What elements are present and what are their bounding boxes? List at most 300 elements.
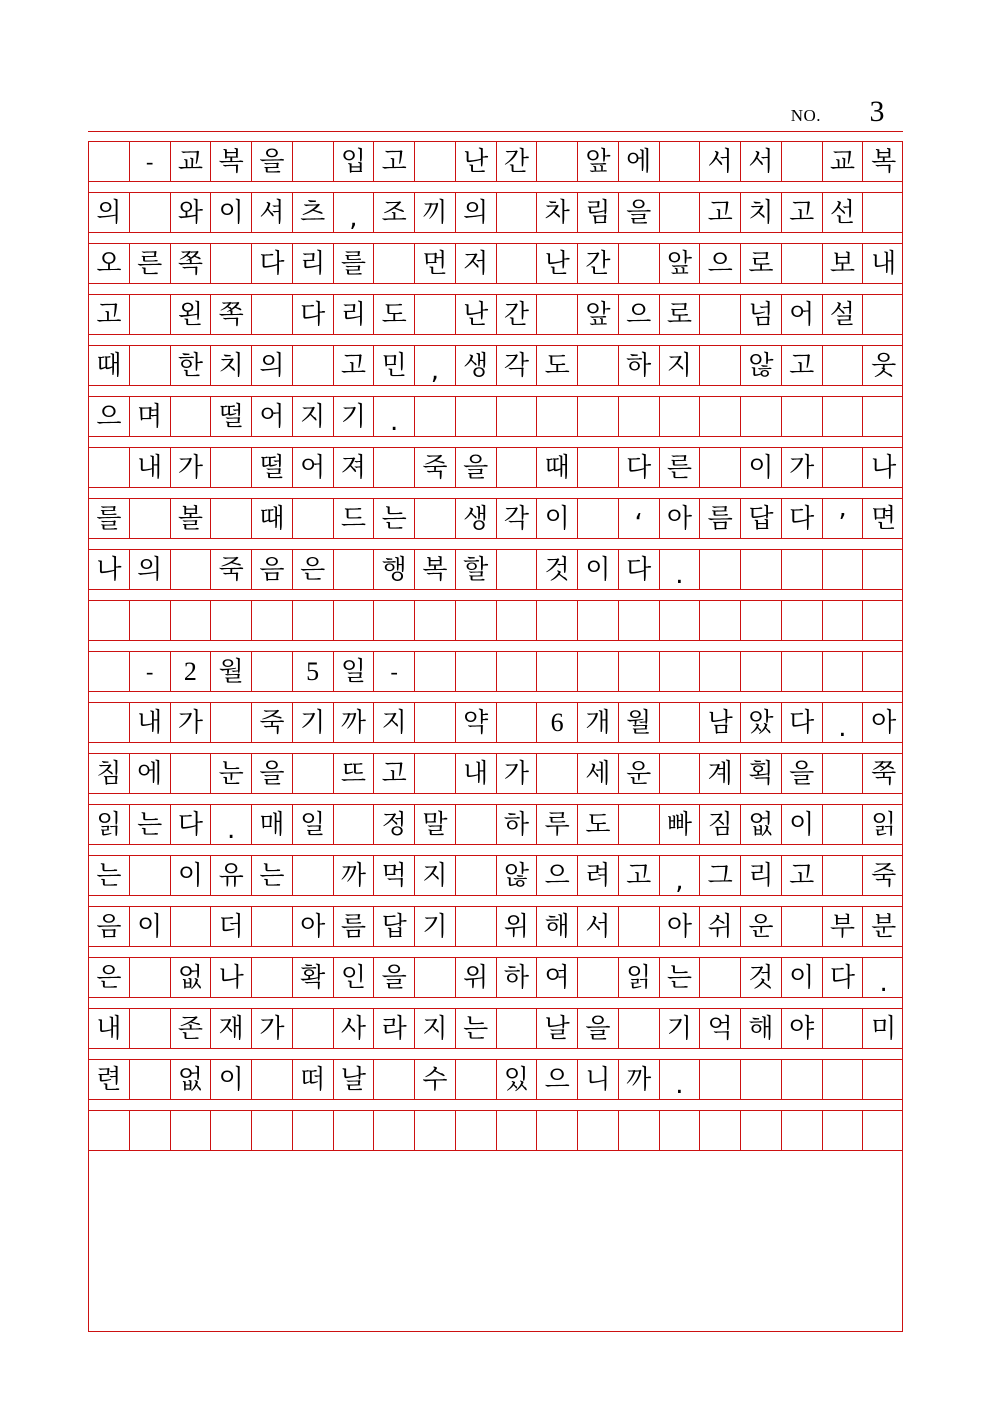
manuscript-cell[interactable]: 으: [537, 856, 578, 895]
manuscript-cell[interactable]: 억: [700, 1009, 741, 1048]
manuscript-cell[interactable]: 아: [660, 907, 701, 946]
manuscript-cell[interactable]: 으: [89, 397, 130, 436]
manuscript-cell[interactable]: 지: [660, 346, 701, 385]
manuscript-cell[interactable]: 며: [130, 397, 171, 436]
manuscript-cell[interactable]: 가: [171, 703, 212, 742]
manuscript-cell[interactable]: [497, 703, 538, 742]
manuscript-cell[interactable]: 는: [252, 856, 293, 895]
manuscript-cell[interactable]: 가: [497, 754, 538, 793]
manuscript-cell[interactable]: [700, 346, 741, 385]
manuscript-cell[interactable]: 음: [252, 550, 293, 589]
manuscript-cell[interactable]: [619, 652, 660, 691]
manuscript-cell[interactable]: [700, 601, 741, 640]
manuscript-cell[interactable]: 른: [130, 244, 171, 283]
manuscript-cell[interactable]: 난: [456, 142, 497, 181]
manuscript-cell[interactable]: [130, 295, 171, 334]
manuscript-cell[interactable]: 지: [293, 397, 334, 436]
manuscript-cell[interactable]: [537, 1111, 578, 1150]
manuscript-cell[interactable]: [374, 244, 415, 283]
manuscript-cell[interactable]: 내: [871, 248, 897, 279]
manuscript-cell[interactable]: [415, 142, 456, 181]
manuscript-cell[interactable]: [782, 550, 823, 589]
manuscript-cell[interactable]: [863, 1111, 904, 1150]
manuscript-cell[interactable]: 기: [415, 907, 456, 946]
manuscript-cell[interactable]: [497, 193, 538, 232]
manuscript-cell[interactable]: [293, 601, 334, 640]
manuscript-cell[interactable]: 떨: [252, 448, 293, 487]
manuscript-cell[interactable]: [497, 397, 538, 436]
manuscript-cell[interactable]: [578, 499, 619, 538]
manuscript-cell[interactable]: 계: [700, 754, 741, 793]
manuscript-cell[interactable]: 서: [700, 142, 741, 181]
manuscript-cell[interactable]: [497, 652, 538, 691]
manuscript-cell[interactable]: [89, 1111, 130, 1150]
manuscript-cell[interactable]: 을: [578, 1009, 619, 1048]
manuscript-cell[interactable]: 유: [211, 856, 252, 895]
manuscript-cell[interactable]: [252, 958, 293, 997]
manuscript-cell[interactable]: [130, 193, 171, 232]
manuscript-cell[interactable]: [252, 907, 293, 946]
manuscript-cell[interactable]: 볼: [171, 499, 212, 538]
manuscript-cell[interactable]: 를: [334, 244, 375, 283]
manuscript-cell[interactable]: 수: [415, 1060, 456, 1099]
manuscript-cell[interactable]: [293, 1009, 334, 1048]
manuscript-cell[interactable]: 를: [89, 499, 130, 538]
manuscript-cell[interactable]: [578, 1111, 619, 1150]
manuscript-cell[interactable]: 른: [660, 448, 701, 487]
manuscript-cell[interactable]: [823, 652, 864, 691]
manuscript-cell[interactable]: [578, 652, 619, 691]
manuscript-cell[interactable]: 기: [293, 703, 334, 742]
manuscript-cell[interactable]: 의: [456, 193, 497, 232]
manuscript-cell[interactable]: [863, 295, 904, 334]
manuscript-cell[interactable]: ,: [415, 346, 456, 385]
manuscript-cell[interactable]: [456, 1060, 497, 1099]
manuscript-cell[interactable]: 내: [130, 703, 171, 742]
manuscript-cell[interactable]: 때: [89, 346, 130, 385]
manuscript-cell[interactable]: 의: [252, 346, 293, 385]
manuscript-cell[interactable]: 나: [871, 452, 897, 483]
manuscript-cell[interactable]: 도: [374, 295, 415, 334]
manuscript-cell[interactable]: 름: [334, 907, 375, 946]
manuscript-cell[interactable]: [863, 397, 904, 436]
manuscript-cell[interactable]: 일: [293, 805, 334, 844]
manuscript-cell[interactable]: [415, 601, 456, 640]
manuscript-cell[interactable]: [782, 1060, 823, 1099]
manuscript-cell[interactable]: 없: [171, 958, 212, 997]
manuscript-cell[interactable]: 고: [782, 193, 823, 232]
manuscript-cell[interactable]: [334, 601, 375, 640]
manuscript-cell[interactable]: 읽: [89, 805, 130, 844]
manuscript-cell[interactable]: 때: [252, 499, 293, 538]
manuscript-cell[interactable]: 까: [334, 856, 375, 895]
manuscript-cell[interactable]: ,: [334, 193, 375, 232]
manuscript-cell[interactable]: [537, 142, 578, 181]
manuscript-cell[interactable]: [823, 346, 864, 385]
manuscript-cell[interactable]: [211, 244, 252, 283]
manuscript-cell[interactable]: 다: [252, 244, 293, 283]
manuscript-cell[interactable]: [863, 193, 904, 232]
manuscript-cell[interactable]: [334, 1111, 375, 1150]
manuscript-cell[interactable]: [252, 652, 293, 691]
manuscript-cell[interactable]: [619, 1111, 660, 1150]
manuscript-cell[interactable]: [130, 856, 171, 895]
manuscript-cell[interactable]: 가: [171, 448, 212, 487]
manuscript-cell[interactable]: [211, 703, 252, 742]
manuscript-cell[interactable]: .: [211, 805, 252, 844]
manuscript-cell[interactable]: 위: [497, 907, 538, 946]
manuscript-cell[interactable]: 고: [374, 142, 415, 181]
manuscript-cell[interactable]: [660, 652, 701, 691]
manuscript-cell[interactable]: 을: [456, 448, 497, 487]
manuscript-cell[interactable]: [700, 397, 741, 436]
manuscript-cell[interactable]: [334, 550, 375, 589]
manuscript-cell[interactable]: 쪽: [211, 295, 252, 334]
manuscript-cell[interactable]: 차: [537, 193, 578, 232]
manuscript-cell[interactable]: [537, 397, 578, 436]
manuscript-cell[interactable]: 야: [782, 1009, 823, 1048]
manuscript-cell[interactable]: [700, 652, 741, 691]
manuscript-cell[interactable]: [700, 550, 741, 589]
manuscript-cell[interactable]: 고: [782, 346, 823, 385]
manuscript-cell[interactable]: 을: [782, 754, 823, 793]
manuscript-cell[interactable]: 난: [456, 295, 497, 334]
manuscript-cell[interactable]: 고: [89, 295, 130, 334]
manuscript-cell[interactable]: 읽: [619, 958, 660, 997]
manuscript-cell[interactable]: 으: [619, 295, 660, 334]
manuscript-cell[interactable]: 이: [537, 499, 578, 538]
manuscript-cell[interactable]: [660, 1111, 701, 1150]
manuscript-cell[interactable]: [578, 346, 619, 385]
manuscript-cell[interactable]: [456, 601, 497, 640]
manuscript-cell[interactable]: [415, 958, 456, 997]
manuscript-cell[interactable]: [741, 652, 782, 691]
manuscript-cell[interactable]: 으: [537, 1060, 578, 1099]
manuscript-cell[interactable]: .: [823, 703, 864, 742]
manuscript-cell[interactable]: [863, 652, 904, 691]
manuscript-cell[interactable]: 이: [782, 805, 823, 844]
manuscript-cell[interactable]: -: [130, 142, 171, 181]
manuscript-cell[interactable]: 할: [456, 550, 497, 589]
manuscript-cell[interactable]: [497, 244, 538, 283]
manuscript-cell[interactable]: 는: [130, 805, 171, 844]
manuscript-cell[interactable]: [537, 652, 578, 691]
manuscript-cell[interactable]: 을: [619, 193, 660, 232]
manuscript-cell[interactable]: [619, 907, 660, 946]
manuscript-cell[interactable]: 내: [130, 448, 171, 487]
manuscript-cell[interactable]: [293, 856, 334, 895]
manuscript-cell[interactable]: 다: [823, 958, 864, 997]
manuscript-cell[interactable]: [619, 244, 660, 283]
manuscript-cell[interactable]: 져: [334, 448, 375, 487]
manuscript-cell[interactable]: 까: [334, 703, 375, 742]
manuscript-cell[interactable]: [497, 1111, 538, 1150]
manuscript-cell[interactable]: 빠: [660, 805, 701, 844]
manuscript-cell[interactable]: 민: [374, 346, 415, 385]
manuscript-cell[interactable]: 셔: [252, 193, 293, 232]
manuscript-cell[interactable]: .: [660, 1060, 701, 1099]
manuscript-cell[interactable]: [456, 805, 497, 844]
manuscript-cell[interactable]: 지: [374, 703, 415, 742]
manuscript-cell[interactable]: 입: [334, 142, 375, 181]
manuscript-cell[interactable]: [700, 1111, 741, 1150]
manuscript-cell[interactable]: [619, 805, 660, 844]
manuscript-cell[interactable]: 지: [415, 1009, 456, 1048]
manuscript-cell[interactable]: [374, 448, 415, 487]
manuscript-cell[interactable]: 해: [537, 907, 578, 946]
manuscript-cell[interactable]: [171, 397, 212, 436]
manuscript-cell[interactable]: [863, 1060, 904, 1099]
manuscript-cell[interactable]: [823, 856, 864, 895]
manuscript-cell[interactable]: 지: [415, 856, 456, 895]
manuscript-cell[interactable]: 츠: [293, 193, 334, 232]
manuscript-cell[interactable]: [537, 601, 578, 640]
manuscript-cell[interactable]: [293, 499, 334, 538]
manuscript-cell[interactable]: 니: [578, 1060, 619, 1099]
manuscript-cell[interactable]: 먼: [415, 244, 456, 283]
manuscript-cell[interactable]: 위: [456, 958, 497, 997]
manuscript-cell[interactable]: 다: [619, 550, 660, 589]
manuscript-cell[interactable]: [660, 142, 701, 181]
manuscript-cell[interactable]: 어: [293, 448, 334, 487]
manuscript-cell[interactable]: [211, 499, 252, 538]
manuscript-cell[interactable]: [89, 448, 130, 487]
manuscript-cell[interactable]: 인: [334, 958, 375, 997]
manuscript-cell[interactable]: 떠: [293, 1060, 334, 1099]
manuscript-cell[interactable]: 존: [171, 1009, 212, 1048]
manuscript-cell[interactable]: [823, 1060, 864, 1099]
manuscript-cell[interactable]: [660, 601, 701, 640]
manuscript-cell[interactable]: 서: [578, 907, 619, 946]
manuscript-cell[interactable]: 고: [782, 856, 823, 895]
manuscript-cell[interactable]: 루: [537, 805, 578, 844]
manuscript-cell[interactable]: 가: [252, 1009, 293, 1048]
manuscript-cell[interactable]: 하: [497, 958, 538, 997]
manuscript-cell[interactable]: [741, 1111, 782, 1150]
manuscript-cell[interactable]: 간: [497, 295, 538, 334]
manuscript-cell[interactable]: 넘: [741, 295, 782, 334]
manuscript-cell[interactable]: 복: [415, 550, 456, 589]
manuscript-cell[interactable]: [619, 601, 660, 640]
manuscript-cell[interactable]: 더: [211, 907, 252, 946]
manuscript-cell[interactable]: 미: [871, 1013, 897, 1044]
manuscript-cell[interactable]: [211, 601, 252, 640]
manuscript-cell[interactable]: 기: [660, 1009, 701, 1048]
manuscript-cell[interactable]: 왼: [171, 295, 212, 334]
manuscript-cell[interactable]: [578, 601, 619, 640]
manuscript-cell[interactable]: [660, 397, 701, 436]
manuscript-cell[interactable]: .: [879, 968, 888, 997]
manuscript-cell[interactable]: [660, 193, 701, 232]
manuscript-cell[interactable]: 않: [497, 856, 538, 895]
manuscript-cell[interactable]: 기: [334, 397, 375, 436]
manuscript-cell[interactable]: 은: [89, 958, 130, 997]
manuscript-cell[interactable]: [823, 1009, 864, 1048]
manuscript-cell[interactable]: 생: [456, 499, 497, 538]
manuscript-cell[interactable]: 않: [741, 346, 782, 385]
manuscript-cell[interactable]: ‘: [619, 499, 660, 538]
manuscript-cell[interactable]: 정: [374, 805, 415, 844]
manuscript-cell[interactable]: [456, 397, 497, 436]
manuscript-cell[interactable]: 쉬: [700, 907, 741, 946]
manuscript-cell[interactable]: 뜨: [334, 754, 375, 793]
manuscript-cell[interactable]: 먹: [374, 856, 415, 895]
manuscript-cell[interactable]: [374, 601, 415, 640]
manuscript-cell[interactable]: [252, 295, 293, 334]
manuscript-cell[interactable]: [782, 652, 823, 691]
manuscript-cell[interactable]: 림: [578, 193, 619, 232]
manuscript-cell[interactable]: 앞: [578, 142, 619, 181]
manuscript-cell[interactable]: [171, 1111, 212, 1150]
manuscript-cell[interactable]: [497, 448, 538, 487]
manuscript-cell[interactable]: 다: [293, 295, 334, 334]
manuscript-cell[interactable]: 각: [497, 499, 538, 538]
manuscript-cell[interactable]: [578, 448, 619, 487]
manuscript-cell[interactable]: [293, 346, 334, 385]
manuscript-cell[interactable]: [497, 550, 538, 589]
manuscript-cell[interactable]: 교: [171, 142, 212, 181]
manuscript-cell[interactable]: 리: [293, 244, 334, 283]
manuscript-cell[interactable]: [89, 142, 130, 181]
manuscript-cell[interactable]: [741, 550, 782, 589]
manuscript-cell[interactable]: [415, 499, 456, 538]
manuscript-cell[interactable]: 치: [211, 346, 252, 385]
manuscript-cell[interactable]: 말: [415, 805, 456, 844]
manuscript-cell[interactable]: 날: [537, 1009, 578, 1048]
manuscript-cell[interactable]: [130, 601, 171, 640]
manuscript-cell[interactable]: [171, 601, 212, 640]
manuscript-cell[interactable]: 아: [660, 499, 701, 538]
manuscript-cell[interactable]: 쭉: [871, 758, 897, 789]
manuscript-cell[interactable]: 간: [578, 244, 619, 283]
manuscript-cell[interactable]: ’: [823, 499, 864, 538]
manuscript-cell[interactable]: 교: [823, 142, 864, 181]
manuscript-cell[interactable]: [415, 295, 456, 334]
manuscript-cell[interactable]: 고: [334, 346, 375, 385]
manuscript-cell[interactable]: [456, 652, 497, 691]
manuscript-cell[interactable]: [456, 907, 497, 946]
manuscript-cell[interactable]: 하: [497, 805, 538, 844]
manuscript-cell[interactable]: 없: [741, 805, 782, 844]
manuscript-cell[interactable]: [741, 397, 782, 436]
manuscript-cell[interactable]: 있: [497, 1060, 538, 1099]
manuscript-cell[interactable]: [252, 601, 293, 640]
manuscript-cell[interactable]: [823, 601, 864, 640]
manuscript-cell[interactable]: 분: [871, 911, 897, 942]
manuscript-cell[interactable]: 월: [619, 703, 660, 742]
manuscript-cell[interactable]: [863, 601, 904, 640]
manuscript-cell[interactable]: 때: [537, 448, 578, 487]
manuscript-cell[interactable]: [415, 703, 456, 742]
manuscript-cell[interactable]: 고: [374, 754, 415, 793]
manuscript-cell[interactable]: 설: [823, 295, 864, 334]
manuscript-cell[interactable]: 의: [130, 550, 171, 589]
manuscript-cell[interactable]: [130, 346, 171, 385]
manuscript-cell[interactable]: [374, 1060, 415, 1099]
manuscript-cell[interactable]: [537, 295, 578, 334]
manuscript-cell[interactable]: [89, 601, 130, 640]
manuscript-cell[interactable]: 확: [293, 958, 334, 997]
manuscript-cell[interactable]: 것: [741, 958, 782, 997]
manuscript-cell[interactable]: 고: [619, 856, 660, 895]
manuscript-cell[interactable]: 음: [89, 907, 130, 946]
manuscript-cell[interactable]: -: [374, 652, 415, 691]
manuscript-cell[interactable]: 련: [89, 1060, 130, 1099]
manuscript-cell[interactable]: [823, 550, 864, 589]
manuscript-cell[interactable]: 는: [660, 958, 701, 997]
manuscript-cell[interactable]: [89, 703, 130, 742]
manuscript-cell[interactable]: 을: [252, 754, 293, 793]
manuscript-cell[interactable]: [456, 856, 497, 895]
manuscript-cell[interactable]: 가: [782, 448, 823, 487]
manuscript-cell[interactable]: [700, 448, 741, 487]
manuscript-cell[interactable]: [782, 907, 823, 946]
manuscript-cell[interactable]: [252, 1060, 293, 1099]
manuscript-cell[interactable]: 날: [334, 1060, 375, 1099]
manuscript-cell[interactable]: 하: [619, 346, 660, 385]
manuscript-cell[interactable]: 것: [537, 550, 578, 589]
manuscript-cell[interactable]: 조: [374, 193, 415, 232]
manuscript-cell[interactable]: [252, 1111, 293, 1150]
manuscript-cell[interactable]: 어: [252, 397, 293, 436]
manuscript-cell[interactable]: 보: [823, 244, 864, 283]
manuscript-cell[interactable]: 끼: [415, 193, 456, 232]
manuscript-cell[interactable]: 치: [741, 193, 782, 232]
manuscript-cell[interactable]: 죽: [252, 703, 293, 742]
manuscript-cell[interactable]: 매: [252, 805, 293, 844]
manuscript-cell[interactable]: [211, 448, 252, 487]
manuscript-cell[interactable]: 생: [456, 346, 497, 385]
manuscript-cell[interactable]: 아: [293, 907, 334, 946]
manuscript-cell[interactable]: [293, 142, 334, 181]
manuscript-cell[interactable]: 앞: [660, 244, 701, 283]
manuscript-cell[interactable]: 이: [211, 1060, 252, 1099]
manuscript-cell[interactable]: [130, 958, 171, 997]
manuscript-cell[interactable]: 개: [578, 703, 619, 742]
manuscript-cell[interactable]: 의: [89, 193, 130, 232]
manuscript-cell[interactable]: 각: [497, 346, 538, 385]
manuscript-cell[interactable]: 는: [456, 1009, 497, 1048]
manuscript-cell[interactable]: 도: [578, 805, 619, 844]
manuscript-cell[interactable]: 행: [374, 550, 415, 589]
manuscript-cell[interactable]: 여: [537, 958, 578, 997]
manuscript-cell[interactable]: 운: [741, 907, 782, 946]
manuscript-cell[interactable]: .: [660, 550, 701, 589]
manuscript-cell[interactable]: [700, 295, 741, 334]
manuscript-cell[interactable]: 2: [171, 652, 212, 691]
manuscript-cell[interactable]: [782, 397, 823, 436]
manuscript-cell[interactable]: [334, 805, 375, 844]
manuscript-cell[interactable]: 서: [741, 142, 782, 181]
manuscript-cell[interactable]: 로: [660, 295, 701, 334]
manuscript-cell[interactable]: 을: [374, 958, 415, 997]
manuscript-cell[interactable]: 을: [252, 142, 293, 181]
manuscript-cell[interactable]: [293, 1111, 334, 1150]
manuscript-cell[interactable]: [130, 1060, 171, 1099]
manuscript-cell[interactable]: 일: [334, 652, 375, 691]
manuscript-cell[interactable]: 다: [782, 703, 823, 742]
manuscript-cell[interactable]: 로: [741, 244, 782, 283]
manuscript-cell[interactable]: 선: [823, 193, 864, 232]
manuscript-cell[interactable]: [456, 1111, 497, 1150]
manuscript-cell[interactable]: 나: [211, 958, 252, 997]
manuscript-cell[interactable]: 한: [171, 346, 212, 385]
manuscript-cell[interactable]: [171, 754, 212, 793]
manuscript-cell[interactable]: [89, 652, 130, 691]
manuscript-cell[interactable]: 다: [171, 805, 212, 844]
manuscript-cell[interactable]: [619, 1009, 660, 1048]
manuscript-cell[interactable]: [782, 601, 823, 640]
